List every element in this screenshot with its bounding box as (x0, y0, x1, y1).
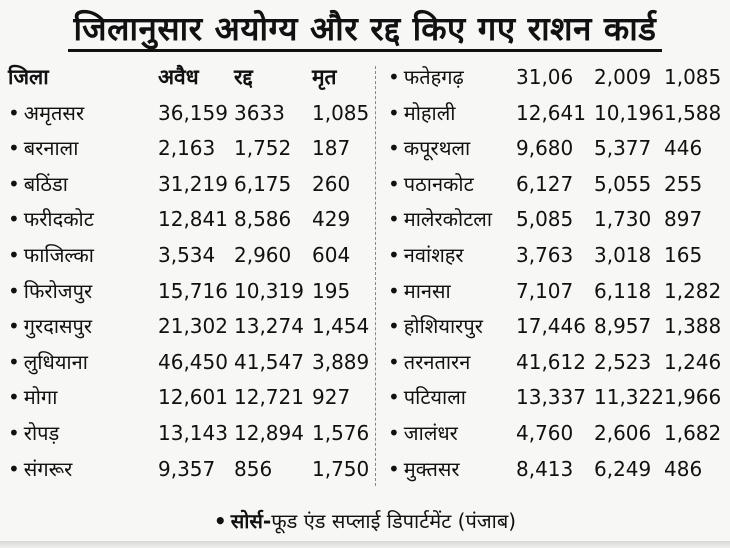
cancelled-count: 1,752 (234, 136, 292, 161)
deceased-count: 260 (312, 171, 351, 196)
deceased-count: 1,750 (312, 456, 370, 481)
district-name: • मोहाली (388, 96, 455, 132)
district-name: • मोगा (8, 380, 57, 416)
invalid-count: 31,219 (158, 171, 228, 196)
district-name: • जालंधर (388, 416, 458, 452)
cancelled-count: 6,249 (594, 456, 652, 481)
table-row (8, 238, 370, 274)
cancelled-count: 3633 (234, 100, 285, 125)
invalid-count: 36,159 (158, 100, 228, 125)
invalid-count: 7,107 (516, 278, 574, 303)
table-row (388, 380, 724, 416)
deceased-count: 195 (312, 278, 351, 303)
table-row (388, 96, 724, 132)
cancelled-count: 6,175 (234, 171, 292, 196)
invalid-count: 8,413 (516, 456, 574, 481)
header-cancelled: रद्द (234, 65, 253, 89)
cancelled-count: 13,274 (234, 314, 304, 339)
deceased-count: 486 (664, 456, 703, 481)
cancelled-count: 10,319 (234, 278, 304, 303)
table-row (8, 309, 370, 345)
right-table (388, 60, 724, 487)
bottom-rule (0, 541, 730, 548)
district-name: • फाजिल्का (8, 238, 94, 274)
header-invalid: अवैध (158, 65, 199, 89)
right-table-body (388, 60, 724, 487)
district-name: • फिरोजपुर (8, 274, 92, 310)
deceased-count: 1,085 (664, 65, 722, 89)
cancelled-count: 5,055 (594, 171, 652, 196)
invalid-count: 9,357 (158, 456, 216, 481)
left-table (8, 60, 370, 487)
invalid-count: 3,534 (158, 242, 216, 267)
cancelled-count: 5,377 (594, 136, 652, 161)
cancelled-count: 10,196 (594, 100, 664, 125)
deceased-count: 1,388 (664, 314, 722, 339)
invalid-count: 2,163 (158, 136, 216, 161)
deceased-count: 604 (312, 242, 351, 267)
table-row (8, 380, 370, 416)
table-row (388, 345, 724, 381)
header-deceased: मृत (312, 65, 337, 89)
invalid-count: 4,760 (516, 420, 574, 445)
cancelled-count: 2,960 (234, 242, 292, 267)
table-row (8, 167, 370, 203)
cancelled-count: 3,018 (594, 242, 652, 267)
invalid-count: 12,841 (158, 207, 228, 232)
invalid-count: 46,450 (158, 349, 228, 374)
invalid-count: 13,143 (158, 420, 228, 445)
table-row (388, 167, 724, 203)
district-name: • नवांशहर (388, 238, 464, 274)
table-row (8, 131, 370, 167)
deceased-count: 165 (664, 242, 703, 267)
deceased-count: 1,682 (664, 420, 722, 445)
district-name: • पटियाला (388, 380, 466, 416)
invalid-count: 12,641 (516, 100, 586, 125)
cancelled-count: 41,547 (234, 349, 304, 374)
district-name: • पठानकोट (388, 167, 474, 203)
deceased-count: 897 (664, 207, 703, 232)
table-row (388, 202, 724, 238)
cancelled-count: 8,586 (234, 207, 292, 232)
source-text: फूड एंड सप्लाई डिपार्टमेंट (पंजाब) (271, 509, 517, 533)
district-name: • बठिंडा (8, 167, 68, 203)
left-table-body (8, 96, 370, 488)
table-row (388, 309, 724, 345)
cancelled-count: 2,009 (594, 65, 652, 89)
table-row (8, 202, 370, 238)
district-name: • तरनतारन (388, 345, 470, 381)
district-name: • रोपड़ (8, 416, 59, 452)
district-name: • कपूरथला (388, 131, 470, 167)
title-text: जिलानुसार अयोग्य और रद्द किए गए राशन कार्ड (68, 9, 663, 52)
table-row (8, 416, 370, 452)
district-name: • फतेहगढ़ (388, 60, 464, 96)
page-title (0, 4, 730, 54)
invalid-count: 15,716 (158, 278, 228, 303)
invalid-count: 41,612 (516, 349, 586, 374)
column-divider (375, 66, 376, 486)
cancelled-count: 12,894 (234, 420, 304, 445)
deceased-count: 1,282 (664, 278, 722, 303)
cancelled-count: 2,523 (594, 349, 652, 374)
district-name: • गुरदासपुर (8, 309, 92, 345)
invalid-count: 3,763 (516, 242, 574, 267)
deceased-count: 446 (664, 136, 703, 161)
table-row (388, 274, 724, 310)
deceased-count: 1,085 (312, 100, 370, 125)
table-row (8, 274, 370, 310)
deceased-count: 1,454 (312, 314, 370, 339)
deceased-count: 1,246 (664, 349, 722, 374)
district-name: • मानसा (388, 274, 451, 310)
district-name: • संगरूर (8, 452, 72, 488)
district-name: • मुक्तसर (388, 452, 460, 488)
district-name: • मालेरकोटला (388, 202, 492, 238)
header-district: जिला (8, 65, 49, 89)
table-row (8, 345, 370, 381)
table-row (388, 238, 724, 274)
invalid-count: 6,127 (516, 171, 574, 196)
invalid-count: 13,337 (516, 385, 586, 410)
source-note (0, 506, 730, 536)
deceased-count: 1,576 (312, 420, 370, 445)
invalid-count: 21,302 (158, 314, 228, 339)
table-row (388, 131, 724, 167)
invalid-count: 17,446 (516, 314, 586, 339)
cancelled-count: 2,606 (594, 420, 652, 445)
cancelled-count: 1,730 (594, 207, 652, 232)
invalid-count: 9,680 (516, 136, 574, 161)
deceased-count: 187 (312, 136, 351, 161)
invalid-count: 5,085 (516, 207, 574, 232)
district-name: • अमृतसर (8, 96, 84, 132)
cancelled-count: 11,322 (594, 385, 664, 410)
district-name: • होशियारपुर (388, 309, 483, 345)
deceased-count: 3,889 (312, 349, 370, 374)
cancelled-count: 8,957 (594, 314, 652, 339)
cancelled-count: 856 (234, 456, 273, 481)
source-bullet: • (213, 509, 227, 533)
district-name: • लुधियाना (8, 345, 88, 381)
table-row (8, 96, 370, 132)
table-header (8, 60, 370, 96)
deceased-count: 927 (312, 385, 351, 410)
invalid-count: 12,601 (158, 385, 228, 410)
district-name: • फरीदकोट (8, 202, 94, 238)
cancelled-count: 12,721 (234, 385, 304, 410)
deceased-count: 1,588 (664, 100, 722, 125)
table-row (388, 452, 724, 488)
table-row (388, 60, 724, 96)
district-name: • बरनाला (8, 131, 78, 167)
invalid-count: 31,06 (516, 65, 574, 89)
source-label: सोर्स- (230, 509, 272, 533)
deceased-count: 429 (312, 207, 351, 232)
table-row (8, 452, 370, 488)
table-row (388, 416, 724, 452)
deceased-count: 255 (664, 171, 703, 196)
deceased-count: 1,966 (664, 385, 722, 410)
cancelled-count: 6,118 (594, 278, 652, 303)
